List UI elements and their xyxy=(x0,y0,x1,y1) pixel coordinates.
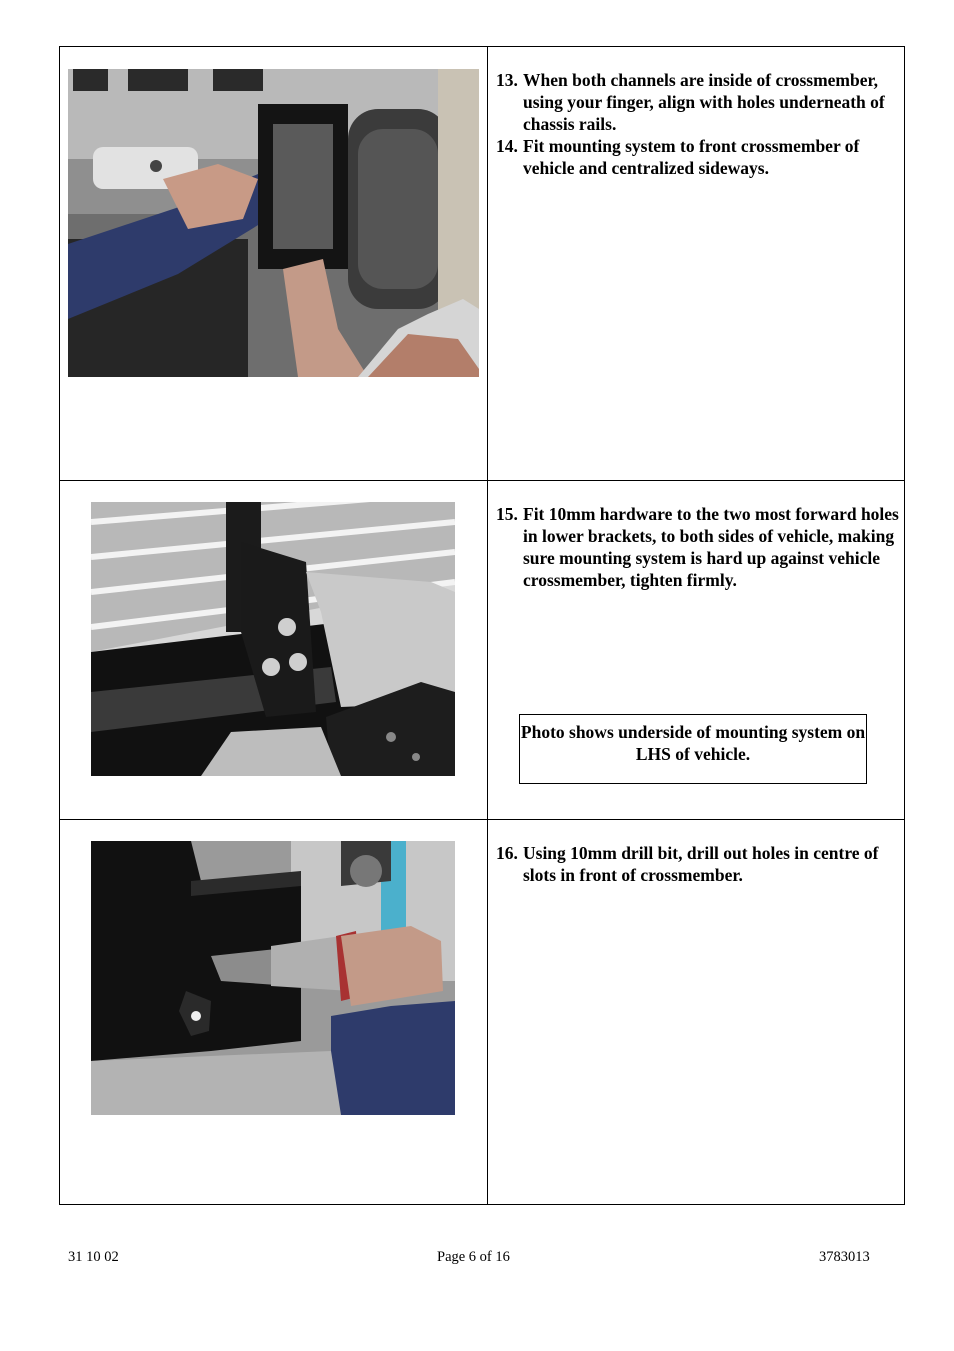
photo-caption-box: Photo shows underside of mounting system on LHS of vehicle. xyxy=(519,714,867,784)
instruction-row-3 xyxy=(60,819,904,1205)
photo-underside-mounting xyxy=(91,502,455,776)
step-text: When both channels are inside of crossmember, using your finger, align with holes underneath of chassis rails. xyxy=(523,70,885,134)
column-divider xyxy=(487,820,488,1205)
step-text: Fit 10mm hardware to the two most forward holes in lower brackets, to both sides of vehicle, making sure mounting system is hard up against vehicle crossmember, tighten firmly. xyxy=(523,504,899,590)
instruction-step xyxy=(496,135,901,179)
instruction-step xyxy=(496,69,901,135)
instruction-row-1 xyxy=(60,47,904,480)
step-text: Using 10mm drill bit, drill out holes in centre of slots in front of crossmember. xyxy=(523,843,879,885)
step-list xyxy=(496,69,901,179)
instruction-step xyxy=(496,503,901,591)
step-text: Fit mounting system to front crossmember of vehicle and centralized sideways. xyxy=(523,136,860,178)
instruction-step xyxy=(496,842,901,886)
photo-fitting-channels xyxy=(68,69,479,377)
footer-document-code: 3783013 xyxy=(819,1249,870,1265)
column-divider xyxy=(487,47,488,480)
column-divider xyxy=(487,481,488,819)
instruction-table xyxy=(59,46,905,1205)
step-number: 15. xyxy=(496,504,518,524)
step-number: 13. xyxy=(496,70,518,90)
step-list xyxy=(496,503,901,591)
photo-drilling-holes xyxy=(91,841,455,1115)
footer-date: 31 10 02 xyxy=(68,1249,119,1265)
step-number: 14. xyxy=(496,136,518,156)
step-number: 16. xyxy=(496,843,518,863)
instruction-row-2 xyxy=(60,480,904,819)
footer-page-number: Page 6 of 16 xyxy=(437,1249,510,1265)
step-list xyxy=(496,842,901,886)
